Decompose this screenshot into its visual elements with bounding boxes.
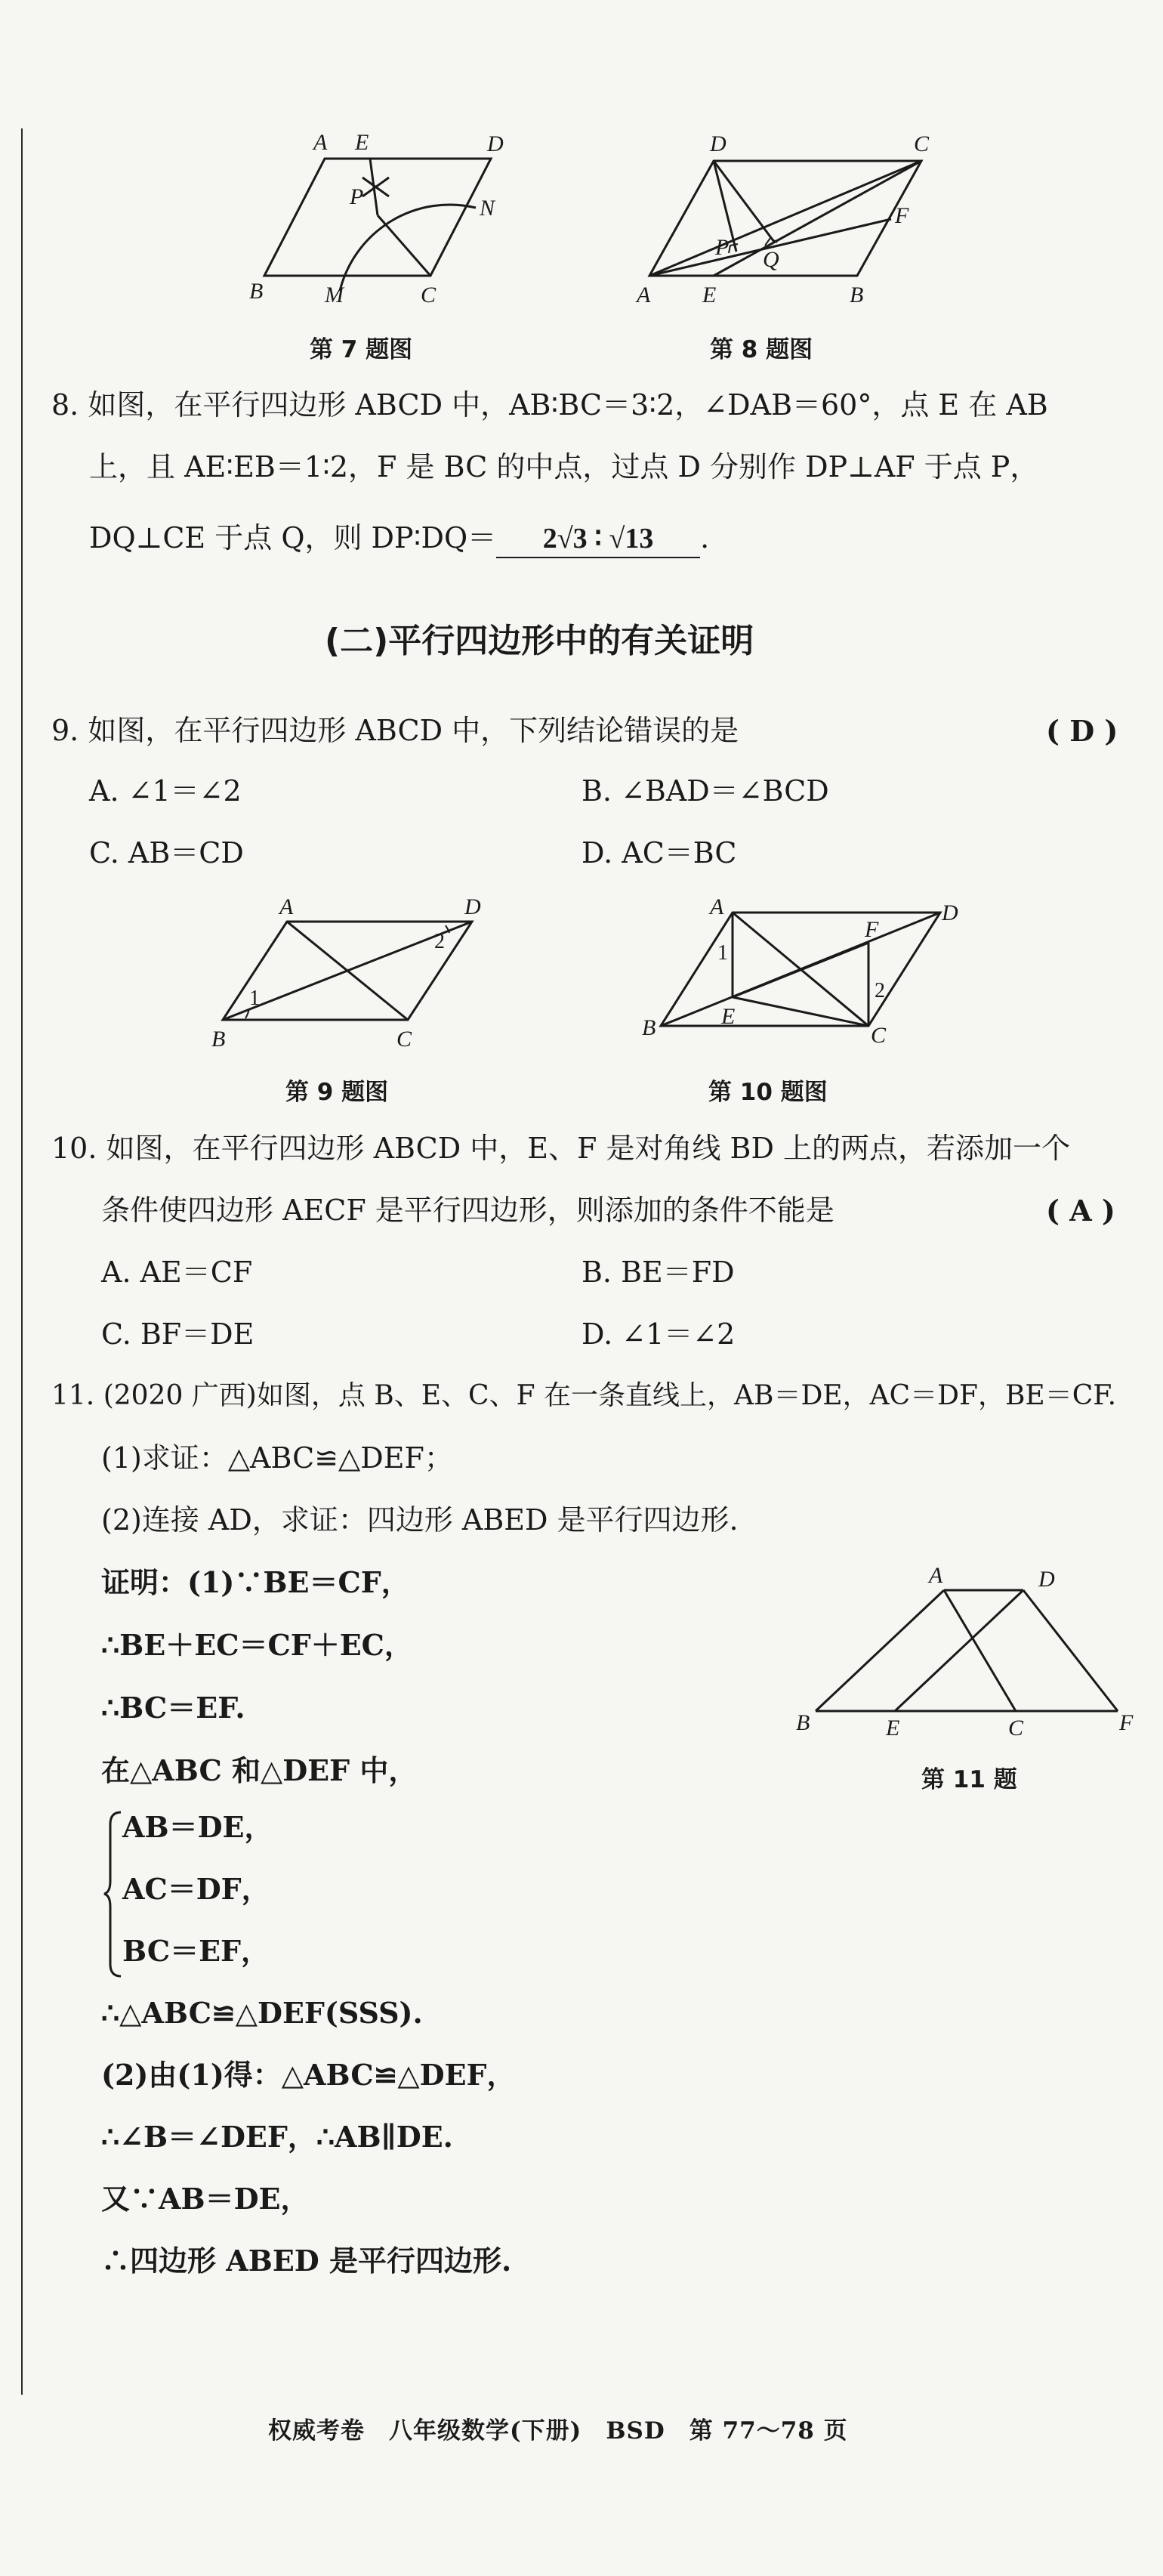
fig10-angle-2: 2	[875, 979, 885, 1002]
fig9-label-B: B	[211, 1027, 226, 1052]
fig8-label-F: F	[895, 203, 909, 228]
figure-9	[204, 891, 498, 1058]
q8-line-3	[89, 521, 709, 558]
fig7-label-A: A	[313, 130, 328, 155]
q9-option-c: C. AB＝CD	[89, 836, 244, 869]
fig7-label-E: E	[355, 130, 369, 155]
figure-9-caption: 第 9 题图	[285, 1079, 389, 1106]
figure-10-caption: 第 10 题图	[708, 1079, 828, 1106]
figure-7	[242, 125, 529, 321]
q11-system-line-2: AC＝DF，	[122, 1872, 270, 1906]
fig7-label-M: M	[325, 283, 344, 307]
q8-answer: 2√3 ∶ √13	[496, 522, 700, 558]
fig11-label-D: D	[1038, 1567, 1055, 1592]
fig9-label-A: A	[279, 894, 294, 919]
q8-line-2: 上，且 AE∶EB＝1∶2，F 是 BC 的中点，过点 D 分别作 DP⊥AF 于点 P，	[89, 450, 1039, 483]
section-heading: (二)平行四边形中的有关证明	[325, 622, 754, 660]
q8-line-3-prefix: DQ⊥CE 于点 Q，则 DP∶DQ＝	[89, 521, 497, 554]
fig7-label-B: B	[249, 279, 264, 304]
q10-line-1: 10. 如图，在平行四边形 ABCD 中，E、F 是对角线 BD 上的两点，若添加一个	[51, 1132, 1071, 1165]
fig10-label-D: D	[942, 900, 958, 925]
q8-line-1: 8. 如图，在平行四边形 ABCD 中，AB∶BC＝3∶2，∠DAB＝60°，点 E 在 AB	[51, 388, 1048, 422]
fig9-angle-1: 1	[249, 987, 260, 1010]
fig10-label-A: A	[710, 894, 724, 919]
figure-7-caption: 第 7 题图	[310, 336, 413, 363]
figure-11-caption: 第 11 题	[921, 1766, 1017, 1793]
q11-part-1: (1)求证：△ABC≌△DEF；	[101, 1441, 453, 1475]
fig11-label-C: C	[1008, 1716, 1024, 1740]
fig11-label-B: B	[796, 1710, 810, 1735]
q9-option-b: B. ∠BAD＝∠BCD	[582, 774, 829, 808]
q11-proof2-line-5: ∴四边形 ABED 是平行四边形.	[101, 2244, 512, 2278]
q10-option-a: A. AE＝CF	[101, 1256, 253, 1289]
fig8-label-A: A	[637, 283, 651, 307]
q9-stem: 9. 如图，在平行四边形 ABCD 中，下列结论错误的是	[51, 714, 739, 747]
fig7-label-N: N	[480, 196, 495, 221]
page-footer: 权威考卷 八年级数学(下册) BSD 第 77～78 页	[268, 2417, 848, 2445]
figure-8-caption: 第 8 题图	[710, 336, 813, 363]
fig8-label-Q: Q	[763, 247, 779, 272]
q11-proof-line-3: ∴BC＝EF.	[101, 1691, 245, 1725]
q9-option-d: D. AC＝BC	[582, 836, 737, 869]
q10-option-b: B. BE＝FD	[582, 1256, 735, 1289]
fig9-angle-2: 2	[434, 930, 445, 953]
q11-proof-line-2: ∴BE＋EC＝CF＋EC，	[101, 1628, 413, 1662]
fig8-label-C: C	[914, 131, 930, 156]
q10-line-2: 条件使四边形 AECF 是平行四边形，则添加的条件不能是	[101, 1194, 834, 1227]
fig11-label-E: E	[886, 1716, 900, 1740]
q11-proof2-line-3: ∴∠B＝∠DEF，∴AB∥DE.	[101, 2120, 453, 2154]
fig11-label-A: A	[929, 1563, 943, 1588]
fig8-label-P: P	[715, 235, 730, 260]
q11-proof-line-1: 证明：(1)∵BE＝CF，	[101, 1565, 410, 1599]
fig7-label-P: P	[350, 184, 364, 209]
fig9-label-C: C	[396, 1027, 412, 1052]
fig10-label-F: F	[865, 917, 879, 942]
fig7-label-D: D	[487, 131, 504, 156]
q9-option-a: A. ∠1＝∠2	[89, 774, 242, 808]
q10-answer: ( A )	[1046, 1194, 1115, 1228]
fig10-label-B: B	[642, 1015, 656, 1040]
q10-option-d: D. ∠1＝∠2	[582, 1317, 736, 1351]
q8-line-3-suffix: .	[700, 521, 710, 554]
fig10-label-E: E	[721, 1004, 736, 1029]
fig10-angle-1: 1	[717, 941, 728, 965]
q11-system-line-3: BC＝EF，	[122, 1934, 270, 1968]
fig11-label-F: F	[1119, 1710, 1134, 1735]
q11-proof2-line-4: 又∵AB＝DE，	[101, 2182, 310, 2216]
q11-system-line-1: AB＝DE，	[122, 1810, 273, 1844]
fig8-label-E: E	[702, 283, 717, 307]
q11-part-2: (2)连接 AD，求证：四边形 ABED 是平行四边形.	[101, 1503, 739, 1537]
q9-answer: ( D )	[1046, 714, 1118, 748]
q11-proof2-line-2: (2)由(1)得：△ABC≌△DEF，	[101, 2058, 516, 2092]
q11-stem: 11. (2020 广西)如图，点 B、E、C、F 在一条直线上，AB＝DE，AC＝DF，BE＝CF.	[51, 1380, 1117, 1411]
figure-10	[638, 891, 970, 1058]
fig8-label-D: D	[710, 131, 726, 156]
q10-option-c: C. BF＝DE	[101, 1317, 255, 1351]
fig10-label-C: C	[871, 1023, 887, 1048]
fig8-label-B: B	[850, 283, 864, 307]
q11-proof-line-4: 在△ABC 和△DEF 中，	[101, 1753, 418, 1787]
fig7-label-C: C	[421, 283, 437, 307]
q11-proof2-line-1: ∴△ABC≌△DEF(SSS).	[101, 1996, 423, 2030]
figure-8	[631, 125, 955, 321]
page-margin-rule	[21, 128, 23, 2395]
figure-11	[793, 1560, 1133, 1749]
fig9-label-D: D	[464, 894, 481, 919]
